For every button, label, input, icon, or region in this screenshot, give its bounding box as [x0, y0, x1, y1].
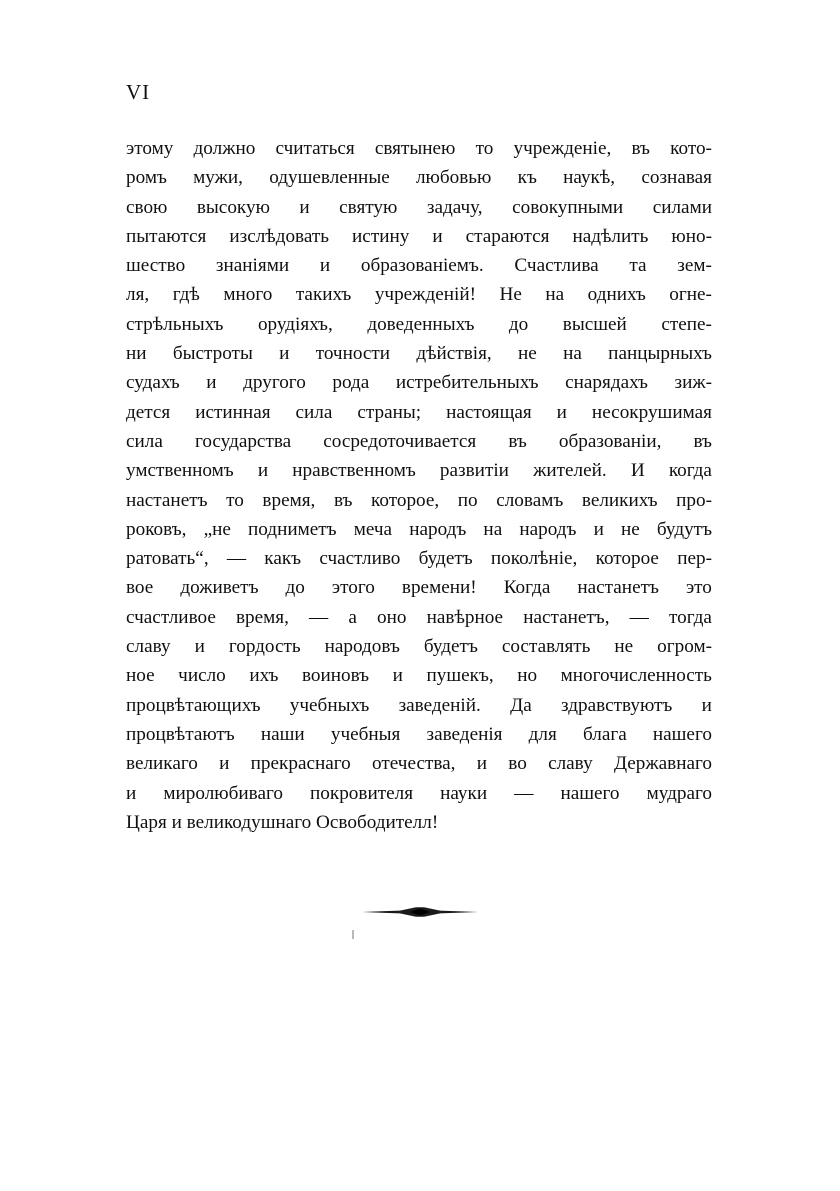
text-line: судахъ и другого рода истребительныхъ снарядахъ зиж-	[126, 372, 712, 394]
body-text	[126, 134, 712, 837]
text-line: ни быстроты и точности дѣйствія, не на панцырныхъ	[126, 343, 712, 365]
text-line: этому должно считаться святынею то учрежденіе, въ кото-	[126, 138, 712, 159]
text-line: сила государства сосредоточивается въ образованіи, въ	[126, 430, 712, 452]
text-line: роковъ, „не подниметъ меча народъ на народъ и не будутъ	[126, 518, 712, 540]
text-line: процвѣтающихъ учебныхъ заведеній. Да здравствуютъ и	[126, 694, 712, 716]
text-line: ля, гдѣ много такихъ учрежденій! Не на однихъ огне-	[126, 284, 712, 306]
text-line: и миролюбиваго покровителя науки — нашего мудраго	[126, 782, 712, 804]
text-line: настанетъ то время, въ которое, по словамъ великихъ про-	[126, 489, 712, 511]
text-line: великаго и прекраснаго отечества, и во славу Державнаго	[126, 753, 712, 775]
text-line: свою высокую и святую задачу, совокупными силами	[126, 196, 712, 218]
text-line: процвѣтаютъ наши учебныя заведенія для блага нашего	[126, 723, 712, 745]
page-speck	[352, 930, 354, 939]
text-line: Царя и великодушнаго Освободителл!	[126, 811, 439, 833]
page-number: VI	[126, 80, 151, 104]
text-line: ратовать“, — какъ счастливо будетъ поколѣніе, которое пер-	[126, 548, 712, 570]
text-line: счастливое время, — а оно навѣрное настанетъ, — тогда	[126, 606, 712, 628]
text-line: славу и гордость народовъ будетъ составлять не огром-	[126, 636, 712, 658]
text-line: вое доживетъ до этого времени! Когда настанетъ это	[126, 577, 712, 599]
text-line: дется истинная сила страны; настоящая и несокрушимая	[126, 401, 712, 423]
text-line: ромъ мужи, одушевленные любовью къ наукѣ, сознавая	[126, 167, 712, 189]
text-line: ное число ихъ воиновъ и пушекъ, но многочисленность	[126, 665, 712, 687]
text-line: умственномъ и нравственномъ развитіи жителей. И когда	[126, 460, 712, 482]
text-line: стрѣльныхъ орудіяхъ, доведенныхъ до высшей степе-	[126, 313, 712, 335]
diamond-rule-ornament	[0, 905, 840, 924]
text-line: шество знаніями и образованіемъ. Счастлива та зем-	[126, 255, 712, 277]
text-line: пытаются изслѣдовать истину и стараются надѣлить юно-	[126, 225, 712, 247]
